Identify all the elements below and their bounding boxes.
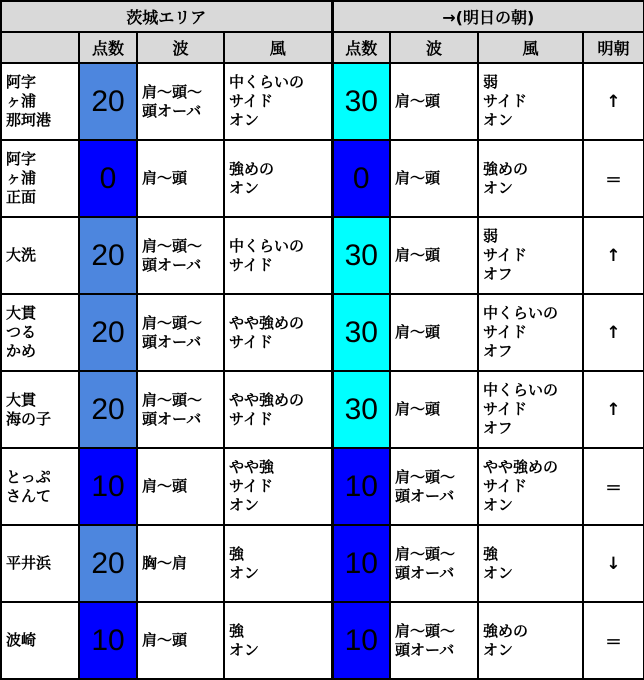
wave-cell: 肩～頭～ 頭オーバ — [137, 63, 224, 140]
wind-tomorrow-cell: やや強めの サイド オン — [478, 448, 583, 525]
header-wave: 波 — [137, 32, 224, 63]
wave-tomorrow-cell: 肩～頭～ 頭オーバ — [390, 525, 478, 602]
table-row — [1, 525, 644, 602]
wave-tomorrow-cell: 肩～頭～ 頭オーバ — [390, 448, 478, 525]
table-row — [1, 371, 644, 448]
score-cell: 10 — [79, 602, 137, 679]
wave-cell: 肩～頭～ 頭オーバ — [137, 217, 224, 294]
wave-cell: 胸～肩 — [137, 525, 224, 602]
table-body — [1, 63, 644, 679]
wave-cell: 肩～頭 — [137, 602, 224, 679]
wave-cell: 肩～頭 — [137, 448, 224, 525]
wind-tomorrow-cell: 弱 サイド オフ — [478, 217, 583, 294]
wind-cell: 中くらいの サイド — [224, 217, 332, 294]
trend-cell: ↓ — [583, 525, 644, 602]
area-name: 阿字 ヶ浦 那珂港 — [1, 63, 79, 140]
header-score: 点数 — [79, 32, 137, 63]
wind-tomorrow-cell: 強 オン — [478, 525, 583, 602]
header-area-group: 茨城エリア — [1, 1, 332, 32]
trend-cell: ↑ — [583, 217, 644, 294]
header-wave-tomorrow: 波 — [390, 32, 478, 63]
wind-tomorrow-cell: 弱 サイド オン — [478, 63, 583, 140]
trend-cell: ↑ — [583, 294, 644, 371]
wind-cell: 強めの オン — [224, 140, 332, 217]
score-cell: 10 — [79, 448, 137, 525]
area-name: とっぷ さんて — [1, 448, 79, 525]
wave-tomorrow-cell: 肩～頭 — [390, 371, 478, 448]
score-cell: 20 — [79, 294, 137, 371]
trend-cell: ＝ — [583, 602, 644, 679]
area-name: 大貫 海の子 — [1, 371, 79, 448]
score-cell: 20 — [79, 525, 137, 602]
score-tomorrow-cell: 30 — [332, 217, 390, 294]
header-trend: 明朝 — [583, 32, 644, 63]
score-tomorrow-cell: 10 — [332, 448, 390, 525]
wave-tomorrow-cell: 肩～頭 — [390, 63, 478, 140]
wave-tomorrow-cell: 肩～頭 — [390, 294, 478, 371]
score-tomorrow-cell: 30 — [332, 371, 390, 448]
wind-cell: やや強めの サイド — [224, 294, 332, 371]
area-name: 大貫 つる かめ — [1, 294, 79, 371]
score-cell: 20 — [79, 217, 137, 294]
score-tomorrow-cell: 10 — [332, 525, 390, 602]
table-row — [1, 294, 644, 371]
header-wind: 風 — [224, 32, 332, 63]
score-tomorrow-cell: 10 — [332, 602, 390, 679]
wave-tomorrow-cell: 肩～頭 — [390, 217, 478, 294]
table-row — [1, 63, 644, 140]
wave-tomorrow-cell: 肩～頭 — [390, 140, 478, 217]
wind-cell: 強 オン — [224, 525, 332, 602]
header-blank — [1, 32, 79, 63]
score-tomorrow-cell: 30 — [332, 294, 390, 371]
trend-cell: ＝ — [583, 448, 644, 525]
wave-tomorrow-cell: 肩～頭～ 頭オーバ — [390, 602, 478, 679]
wind-cell: 中くらいの サイド オン — [224, 63, 332, 140]
area-name: 大洗 — [1, 217, 79, 294]
table-row — [1, 140, 644, 217]
wind-tomorrow-cell: 強めの オン — [478, 602, 583, 679]
wind-tomorrow-cell: 中くらいの サイド オフ — [478, 371, 583, 448]
wave-cell: 肩～頭～ 頭オーバ — [137, 294, 224, 371]
header-tomorrow-group: →(明日の朝) — [332, 1, 644, 32]
score-cell: 20 — [79, 63, 137, 140]
score-tomorrow-cell: 0 — [332, 140, 390, 217]
score-cell: 20 — [79, 371, 137, 448]
score-tomorrow-cell: 30 — [332, 63, 390, 140]
area-name: 阿字 ヶ浦 正面 — [1, 140, 79, 217]
header-score-tomorrow: 点数 — [332, 32, 390, 63]
score-cell: 0 — [79, 140, 137, 217]
trend-cell: ↑ — [583, 371, 644, 448]
wind-tomorrow-cell: 強めの オン — [478, 140, 583, 217]
header-wind-tomorrow: 風 — [478, 32, 583, 63]
table-row — [1, 217, 644, 294]
wave-cell: 肩～頭 — [137, 140, 224, 217]
wind-cell: やや強めの サイド — [224, 371, 332, 448]
trend-cell: ＝ — [583, 140, 644, 217]
wind-tomorrow-cell: 中くらいの サイド オフ — [478, 294, 583, 371]
area-name: 平井浜 — [1, 525, 79, 602]
trend-cell: ↑ — [583, 63, 644, 140]
area-name: 波崎 — [1, 602, 79, 679]
wind-cell: やや強 サイド オン — [224, 448, 332, 525]
wind-cell: 強 オン — [224, 602, 332, 679]
table-row — [1, 448, 644, 525]
table-row — [1, 602, 644, 679]
wave-cell: 肩～頭～ 頭オーバ — [137, 371, 224, 448]
